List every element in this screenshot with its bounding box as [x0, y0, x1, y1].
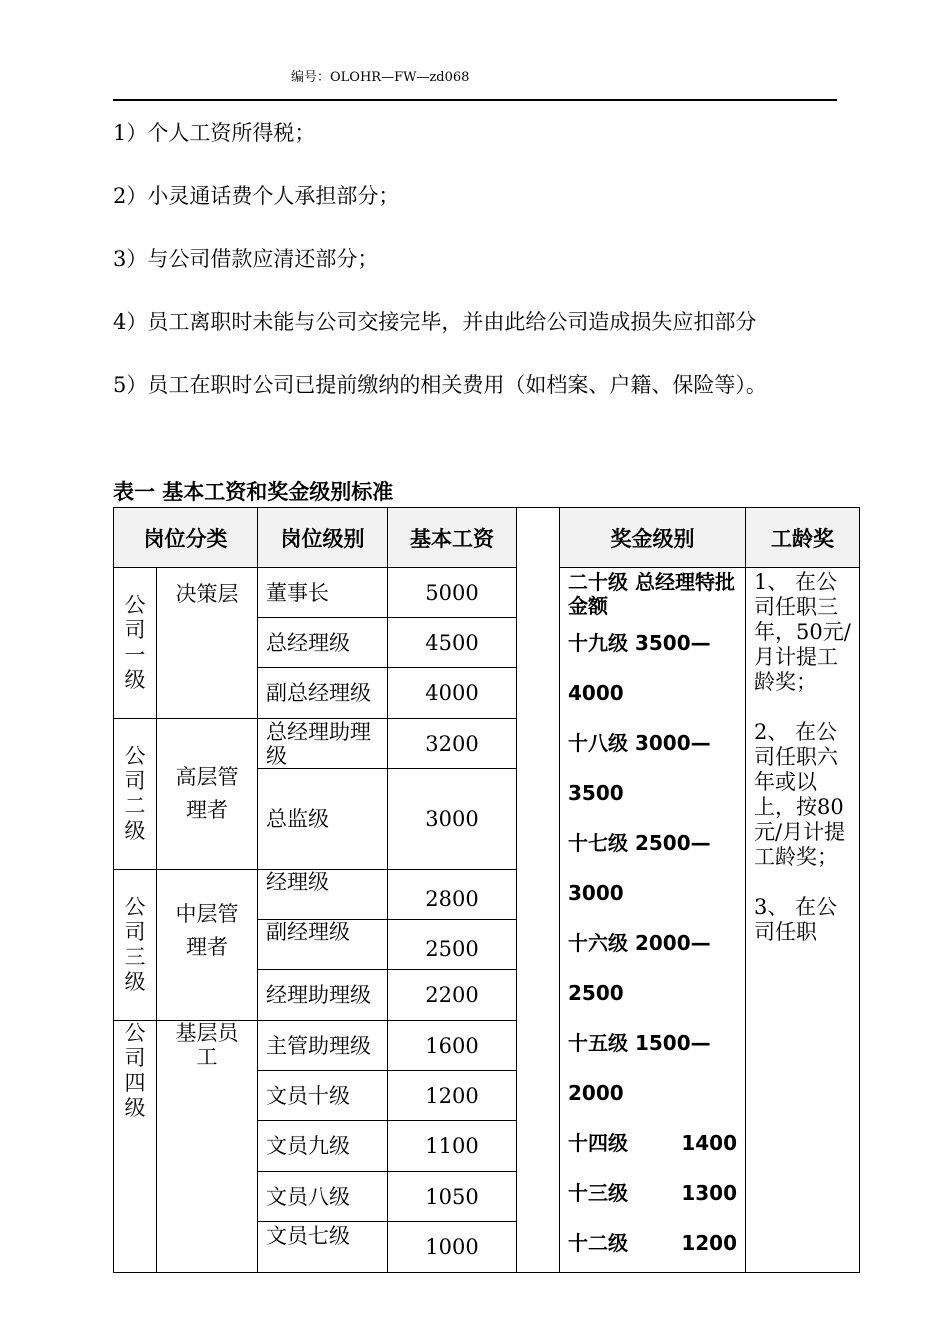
level-cell: 文员九级	[258, 1121, 388, 1172]
bonus-line: 十六级 2000—	[568, 931, 711, 955]
bonus-line: 十八级 3000—	[568, 731, 711, 755]
salary-cell: 5000	[388, 568, 517, 618]
level-cell: 主管助理级	[258, 1021, 388, 1071]
deduction-item-4: 4）员工离职时未能与公司交接完毕，并由此给公司造成损失应扣部分	[113, 310, 757, 334]
salary-cell: 2500	[388, 920, 517, 970]
salary-cell: 1100	[388, 1121, 517, 1172]
tier-cell	[114, 719, 157, 870]
tier-cell	[114, 870, 157, 1021]
bonus-amount: 1300	[681, 1181, 737, 1205]
salary-cell: 1600	[388, 1021, 517, 1071]
document-code: 编号：OLOHR—FW—zd068	[291, 70, 470, 85]
salary-cell: 1200	[388, 1071, 517, 1121]
bonus-line: 十五级 1500—	[568, 1031, 711, 1055]
level-cell: 文员十级	[258, 1071, 388, 1121]
header-position-category: 岗位分类	[114, 508, 258, 568]
bonus-level-cell	[560, 568, 746, 1273]
bonus-line: 十七级 2500—	[568, 831, 711, 855]
bonus-line: 3000	[568, 881, 624, 905]
deduction-item-1: 1）个人工资所得税；	[113, 121, 316, 145]
deduction-item-2: 2）小灵通话费个人承担部分；	[113, 184, 400, 208]
bonus-line	[568, 1118, 737, 1168]
level-cell: 董事长	[258, 568, 388, 618]
salary-cell: 2200	[388, 970, 517, 1021]
category-cell	[157, 719, 258, 870]
header-position-level: 岗位级别	[258, 508, 388, 568]
bonus-amount: 1400	[681, 1131, 737, 1155]
bonus-line	[568, 1218, 737, 1268]
tier-label: 公司一级	[124, 593, 146, 692]
bonus-line: 2000	[568, 1081, 624, 1105]
level-cell: 副总经理级	[258, 668, 388, 719]
bonus-line: 4000	[568, 681, 624, 705]
salary-cell: 4000	[388, 668, 517, 719]
level-cell: 文员八级	[258, 1172, 388, 1222]
category-label: 基层员工	[175, 1021, 239, 1069]
tier-cell	[114, 1021, 157, 1273]
level-cell: 总经理助理级	[258, 719, 388, 769]
bonus-level-name: 十二级	[568, 1231, 628, 1255]
category-label: 高层管理者	[175, 765, 239, 822]
tier-label: 公司三级	[124, 895, 146, 994]
header-bonus-level: 奖金级别	[560, 508, 746, 568]
deduction-item-3: 3）与公司借款应清还部分；	[113, 247, 379, 271]
seniority-rule: 3、 在公司任职	[754, 895, 838, 944]
bonus-line	[568, 1168, 737, 1218]
salary-cell: 3200	[388, 719, 517, 769]
level-cell: 总监级	[258, 769, 388, 870]
seniority-rule: 1、 在公司任职三年，50元/月计提工龄奖；	[754, 570, 851, 694]
category-cell	[157, 870, 258, 1021]
bonus-level-name: 十四级	[568, 1131, 628, 1155]
bonus-line: 十九级 3500—	[568, 631, 711, 655]
category-label: 中层管理者	[175, 902, 239, 959]
bonus-line: 二十级 总经理特批金额	[568, 570, 735, 618]
seniority-rule: 2、 在公司任职六年或以上，按80元/月计提工龄奖；	[754, 720, 846, 869]
deduction-item-5: 5）员工在职时公司已提前缴纳的相关费用（如档案、户籍、保险等）。	[113, 373, 767, 397]
bonus-line: 3500	[568, 781, 624, 805]
bonus-amount: 1200	[681, 1231, 737, 1255]
tier-cell	[114, 568, 157, 719]
level-cell: 副经理级	[258, 920, 388, 970]
tier-label: 公司四级	[124, 1021, 146, 1120]
level-cell: 文员七级	[258, 1222, 388, 1273]
salary-cell: 2800	[388, 870, 517, 920]
level-cell: 经理助理级	[258, 970, 388, 1021]
salary-standard-table	[113, 507, 860, 1273]
seniority-bonus-cell	[746, 568, 860, 1273]
tier-label: 公司二级	[124, 744, 146, 843]
bonus-level-name: 十三级	[568, 1181, 628, 1205]
level-cell: 总经理级	[258, 618, 388, 668]
category-label: 决策层	[175, 582, 239, 606]
salary-cell: 4500	[388, 618, 517, 668]
category-cell	[157, 568, 258, 719]
table-title: 表一 基本工资和奖金级别标准	[113, 480, 394, 504]
category-cell	[157, 1021, 258, 1273]
header-divider	[113, 99, 837, 101]
level-cell: 经理级	[258, 870, 388, 920]
header-base-salary: 基本工资	[388, 508, 517, 568]
salary-cell: 3000	[388, 769, 517, 870]
bonus-line: 2500	[568, 981, 624, 1005]
spacer-column	[517, 508, 560, 1273]
table-header-row	[114, 508, 860, 568]
header-seniority-bonus: 工龄奖	[746, 508, 860, 568]
salary-cell: 1050	[388, 1172, 517, 1222]
salary-cell: 1000	[388, 1222, 517, 1273]
table-row	[114, 568, 860, 618]
